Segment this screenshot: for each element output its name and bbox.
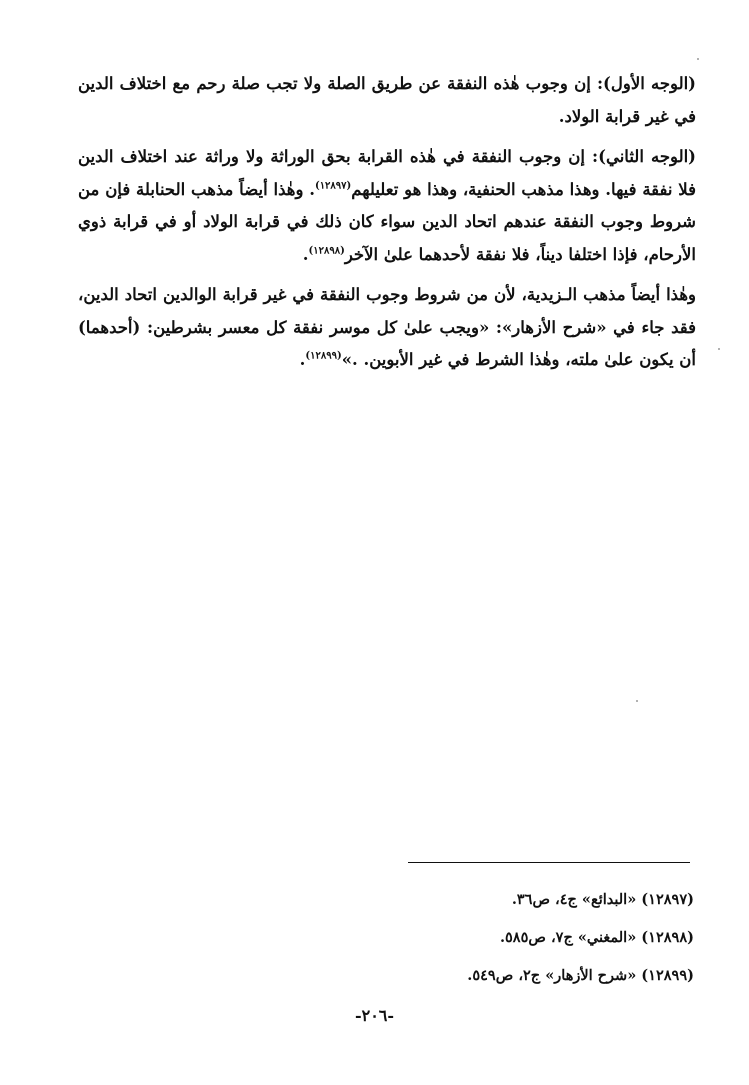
paragraph-2-text-3: . xyxy=(302,244,309,264)
page-number: -٢٠٦- xyxy=(354,1006,395,1025)
paragraph-2-text-1: (الوجه الثاني): إن وجوب النفقة في هٰذه القرابة بحق الوراثة ولا وراثة عند اختلاف الدين فلا نفقة فيها. وهذا مذهب الحنفية، وهذا هو تعليلهم xyxy=(78,147,696,199)
paragraph-3 xyxy=(78,279,696,377)
paragraph-1-text: (الوجه الأول): إن وجوب هٰذه النفقة عن طريق الصلة ولا تجب صلة رحم مع اختلاف الدين في غير قرابة الولاد. xyxy=(78,74,696,126)
footnote-12898: (١٢٨٩٨) «المغني» ج٧، ص٥٨٥. xyxy=(499,929,694,946)
scan-speck xyxy=(636,700,638,702)
footnote-12899: (١٢٨٩٩) «شرح الأزهار» ج٢، ص٥٤٩. xyxy=(467,967,694,984)
scan-speck xyxy=(718,348,720,350)
paragraph-3-text-1: وهٰذا أيضاً مذهب الـزيدية، لأن من شروط وجوب النفقة في غير قرابة الوالدين اتحاد الدين، فقد جاء في «شرح الأزهار»: «ويجب علىٰ كل موسر نفقة كل معسر بشرطين: (أحدهما) أن يكون علىٰ ملته، وهٰذا الشرط في غير الأبوين. .» xyxy=(78,285,696,369)
main-text xyxy=(78,68,696,385)
footnote-ref-12898: (١٢٨٩٨) xyxy=(308,245,345,256)
scan-speck xyxy=(697,58,699,60)
footnote-ref-12899: (١٢٨٩٩) xyxy=(305,350,342,362)
paragraph-2-text-2: . وهٰذا أيضاً مذهب الحنابلة فإن من شروط وجوب النفقة عندهم اتحاد الدين سواء كان ذلك في قرابة الولاد أو في قرابة ذوي الأرحام، فإذا اختلفا ديناً، فلا نفقة لأحدهما علىٰ الآخر xyxy=(78,179,696,264)
paragraph-2 xyxy=(78,141,696,271)
footnotes xyxy=(200,888,694,1002)
footnote-ref-12897: (١٢٨٩٧) xyxy=(314,180,352,191)
paragraph-1 xyxy=(78,68,696,133)
footnote-separator xyxy=(408,862,690,863)
paragraph-3-text-2: . xyxy=(299,350,306,369)
footnote-12897: (١٢٨٩٧) «البدائع» ج٤، ص٣٦. xyxy=(511,891,694,908)
